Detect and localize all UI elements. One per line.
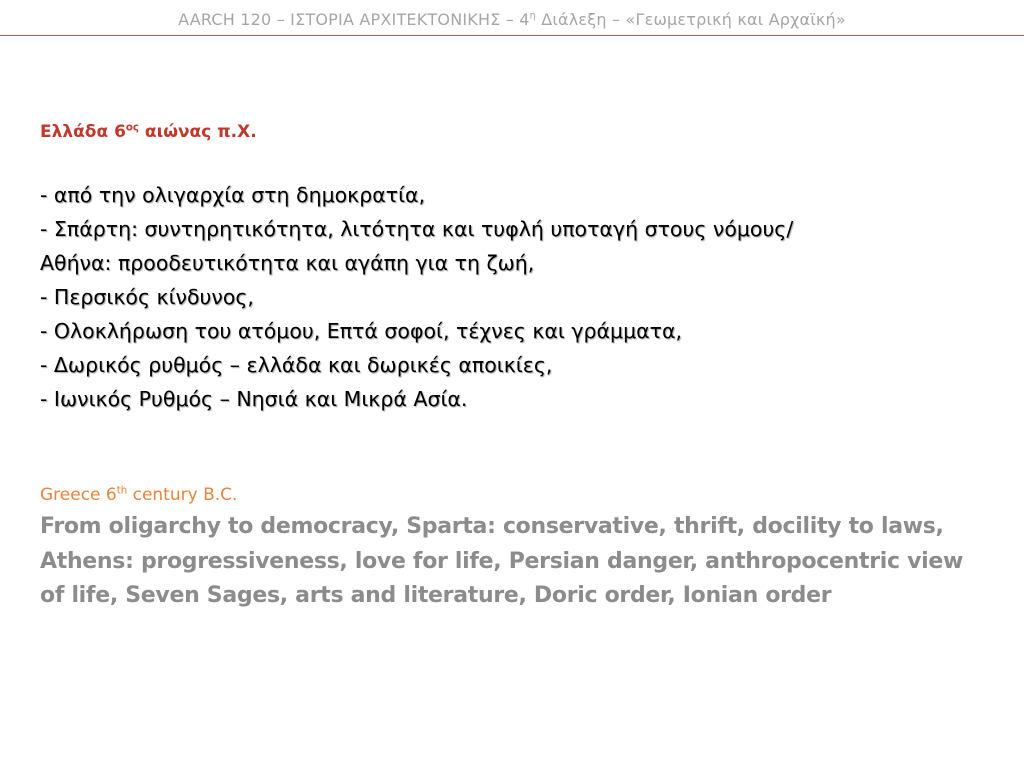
greek-line-5: - Ολοκλήρωση του ατόμου, Επτά σοφοί, τέχνες και γράμματα, bbox=[40, 319, 683, 343]
greek-heading-superscript: ος bbox=[125, 122, 139, 134]
greek-line-6: - Δωρικός ρυθμός – ελλάδα και δωρικές αποικίες, bbox=[40, 353, 553, 377]
english-heading-superscript: th bbox=[116, 485, 128, 497]
greek-line-4: - Περσικός κίνδυνος, bbox=[40, 285, 254, 309]
english-heading-start: Greece 6 bbox=[40, 485, 117, 505]
greek-heading-end: αιώνας π.Χ. bbox=[138, 122, 257, 142]
greek-line-7: - Ιωνικός Ρυθμός – Νησιά και Μικρά Ασία. bbox=[40, 387, 468, 411]
greek-line-2: - Σπάρτη: συντηρητικότητα, λιτότητα και τυφλή υποταγή στους νόμους/ bbox=[40, 217, 794, 241]
greek-line-3: Αθήνα: προοδευτικότητα και αγάπη για τη ζωή, bbox=[40, 251, 535, 275]
header-superscript: η bbox=[529, 10, 536, 22]
english-summary-text: From oligarchy to democracy, Sparta: conservative, thrift, docility to laws, Athens: progressiveness, love for life, Persian danger, anthropocentric view of life, Seven Sages, arts and literature, Doric order, Ionian order bbox=[40, 514, 964, 608]
greek-section-heading bbox=[40, 122, 257, 142]
greek-heading-start: Ελλάδα 6 bbox=[40, 122, 126, 142]
greek-bullet-list bbox=[40, 178, 1000, 416]
header-text-start: AARCH 120 – ΙΣΤΟΡΙΑ ΑΡΧΙΤΕΚΤΟΝΙΚΗΣ – 4 bbox=[178, 10, 530, 29]
greek-line-1: - από την ολιγαρχία στη δημοκρατία, bbox=[40, 183, 426, 207]
header-text-end: Διάλεξη – «Γεωμετρική και Αρχαϊκή» bbox=[535, 10, 846, 29]
slide-header bbox=[0, 0, 1024, 36]
english-heading-end: century B.C. bbox=[127, 485, 238, 505]
english-section-heading bbox=[40, 485, 237, 505]
slide-header-title bbox=[0, 10, 1024, 29]
